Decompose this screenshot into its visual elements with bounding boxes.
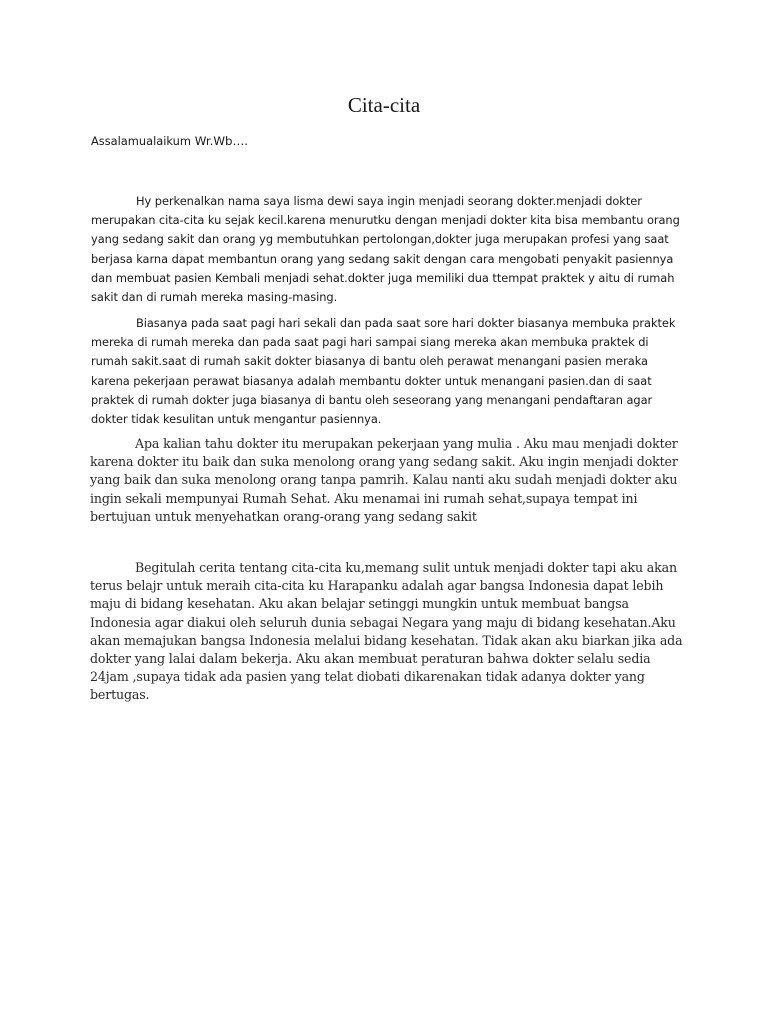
greeting-main: Assalamualaikum	[91, 134, 191, 148]
paragraph-noble-profession: Apa kalian tahu dokter itu merupakan pekerjaan yang mulia . Aku mau menjadi dokter karena dokter itu baik dan suka menolong orang yang sedang sakit. Aku ingin menjadi dokter yang baik dan suka menolong orang tanpa pamrih. Kalau nanti aku sudah menjadi dokter aku ingin sekali mempunyai Rumah Sehat. Aku menamai ini rumah sehat,supaya tempat ini bertujuan untuk menyehatkan orang-orang yang sedang sakit	[90, 436, 678, 524]
greeting-tail: Wr.Wb….	[190, 134, 249, 148]
paragraph-conclusion: Begitulah cerita tentang cita-cita ku,memang sulit untuk menjadi dokter tapi aku akan terus belajr untuk meraih cita-cita ku Harapanku adalah agar bangsa Indonesia dapat lebih maju di bidang kesehatan. Aku akan belajar setinggi mungkin untuk membuat bangsa Indonesia agar diakui oleh seluruh dunia sebagai Negara yang maju di bidang kesehatan.Aku akan memajukan bangsa Indonesia melalui bidang kesehatan. Tidak akan aku biarkan jika ada dokter yang lalai dalam bekerja. Aku akan membuat peraturan bahwa dokter selalu sedia 24jam ,supaya tidak ada pasien yang telat diobati dikarenakan tidak adanya dokter yang bertugas.	[90, 560, 683, 703]
paragraph-practice-schedule: Biasanya pada saat pagi hari sekali dan pada saat sore hari dokter biasanya membuka praktek mereka di rumah mereka dan pada saat pagi hari sampai siang mereka akan membuka praktek di rumah sakit.saat di rumah sakit dokter biasanya di bantu oleh perawat menangani pasien meraka karena pekerjaan perawat biasanya adalah membantu dokter untuk menangani pasien.dan di saat praktek di rumah dokter juga biasanya di bantu oleh seseorang yang menangani pendaftaran agar dokter tidak kesulitan untuk mengantur pasiennya.	[91, 316, 676, 427]
document-title: Cita-cita	[347, 93, 421, 117]
greeting-line	[91, 134, 248, 148]
paragraph-intro: Hy perkenalkan nama saya lisma dewi saya ingin menjadi seorang dokter.menjadi dokter merupakan cita-cita ku sejak kecil.karena menurutku dengan menjadi dokter kita bisa membantu orang yang sedang sakit dan orang yg membutuhkan pertolongan,dokter juga merupakan profesi yang saat berjasa karna dapat membantun orang yang sedang sakit dengan cara mengobati penyakit pasiennya dan membuat pasien Kembali menjadi sehat.dokter juga memiliki dua ttempat praktek y aitu di rumah sakit dan di rumah mereka masing-masing.	[91, 194, 680, 305]
